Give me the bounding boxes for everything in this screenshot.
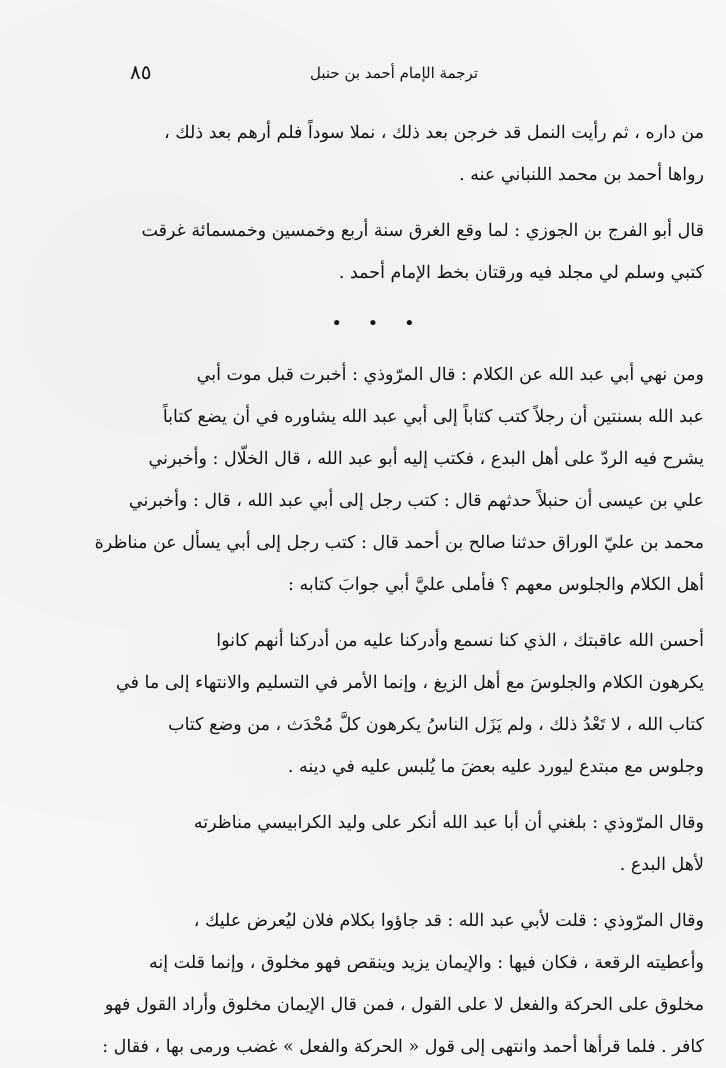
page-number: ٨٥ [130,60,152,84]
paragraph-4 [52,620,704,788]
paragraph-6 [52,900,704,1068]
text-line: كافر . فلما قرأها أحمد وانتهى إلى قول « الحركة والفعل » غضب ورمى بها ، فقال : [102,1037,704,1057]
paragraph-2 [52,210,704,294]
text-line: ومن نهي أبي عبد الله عن الكلام : قال المرّوذي : أخبرت قبل موت أبي [196,365,704,385]
text-line: من داره ، ثم رأيت النمل قد خرجن بعد ذلك ، نملا سوداً فلم أرهم بعد ذلك ، [164,123,704,143]
running-title: ترجمة الإمام أحمد بن حنبل [310,64,478,82]
text-line: أهل الكلام والجلوس معهم ؟ فأملى عليَّ أبي جوابَ كتابه : [288,575,704,595]
page-header [120,58,570,92]
text-line: كتاب الله ، لا تَعْدُ ذلك ، ولم يَزَل الناسُ يكرهون كلَّ مُحْدَث ، من وضع كتاب [168,715,704,735]
text-line: وقال المرّوذي : قلت لأبي عبد الله : قد جاؤوا بكلام فلان ليُعرض عليك ، [193,911,704,931]
text-line: أحسن الله عاقبتك ، الذي كنا نسمع وأدركنا عليه من أدركنا أنهم كانوا [216,631,704,651]
paragraph-3 [52,354,704,606]
text-line: وقال المرّوذي : بلغني أن أبا عبد الله أنكر على وليد الكرابيسي مناظرته [193,813,704,833]
page-body [52,112,704,1068]
paragraph-1 [52,112,704,196]
text-line: كتبي وسلم لي مجلد فيه ورقتان بخط الإمام أحمد . [338,263,704,283]
text-line: يشرح فيه الردّ على أهل البدع ، فكتب إليه أبو عبد الله ، قال الخلّال : وأخبرني [148,449,704,469]
text-line: لأهل البدع . [619,855,704,875]
text-line: يكرهون الكلام والجلوسَ مع أهل الزيغ ، وإنما الأمر في التسليم والانتهاء إلى ما في [116,673,704,693]
text-line: عبد الله بسنتين أن رجلاً كتب كتاباً إلى أبي عبد الله يشاوره في أن يضع كتاباً [162,407,704,427]
text-line: قال أبو الفرج بن الجوزي : لما وقع الغرق سنة أربع وخمسين وخمسمائة غرقت [141,221,704,241]
text-line: رواها أحمد بن محمد اللنباني عنه . [459,165,704,185]
text-line: محمد بن عليّ الوراق حدثنا صالح بن أحمد قال : كتب رجل إلى أبي يسأل عن مناظرة [94,533,704,553]
text-line: وجلوس مع مبتدع ليورد عليه بعضَ ما يُلبس عليه في دينه . [287,757,704,777]
section-divider: • • • [331,313,425,334]
text-line: علي بن عيسى أن حنبلاً حدثهم قال : كتب رجل إلى أبي عبد الله ، قال : وأخبرني [128,491,704,511]
text-line: وأعطيته الرقعة ، فكان فيها : والإيمان يزيد وينقص فهو مخلوق ، وإنما قلت إنه [148,953,704,973]
paragraph-5 [52,802,704,886]
text-line: مخلوق على الحركة والفعل لا على القول ، فمن قال الإيمان مخلوق وأراد القول فهو [104,995,704,1015]
